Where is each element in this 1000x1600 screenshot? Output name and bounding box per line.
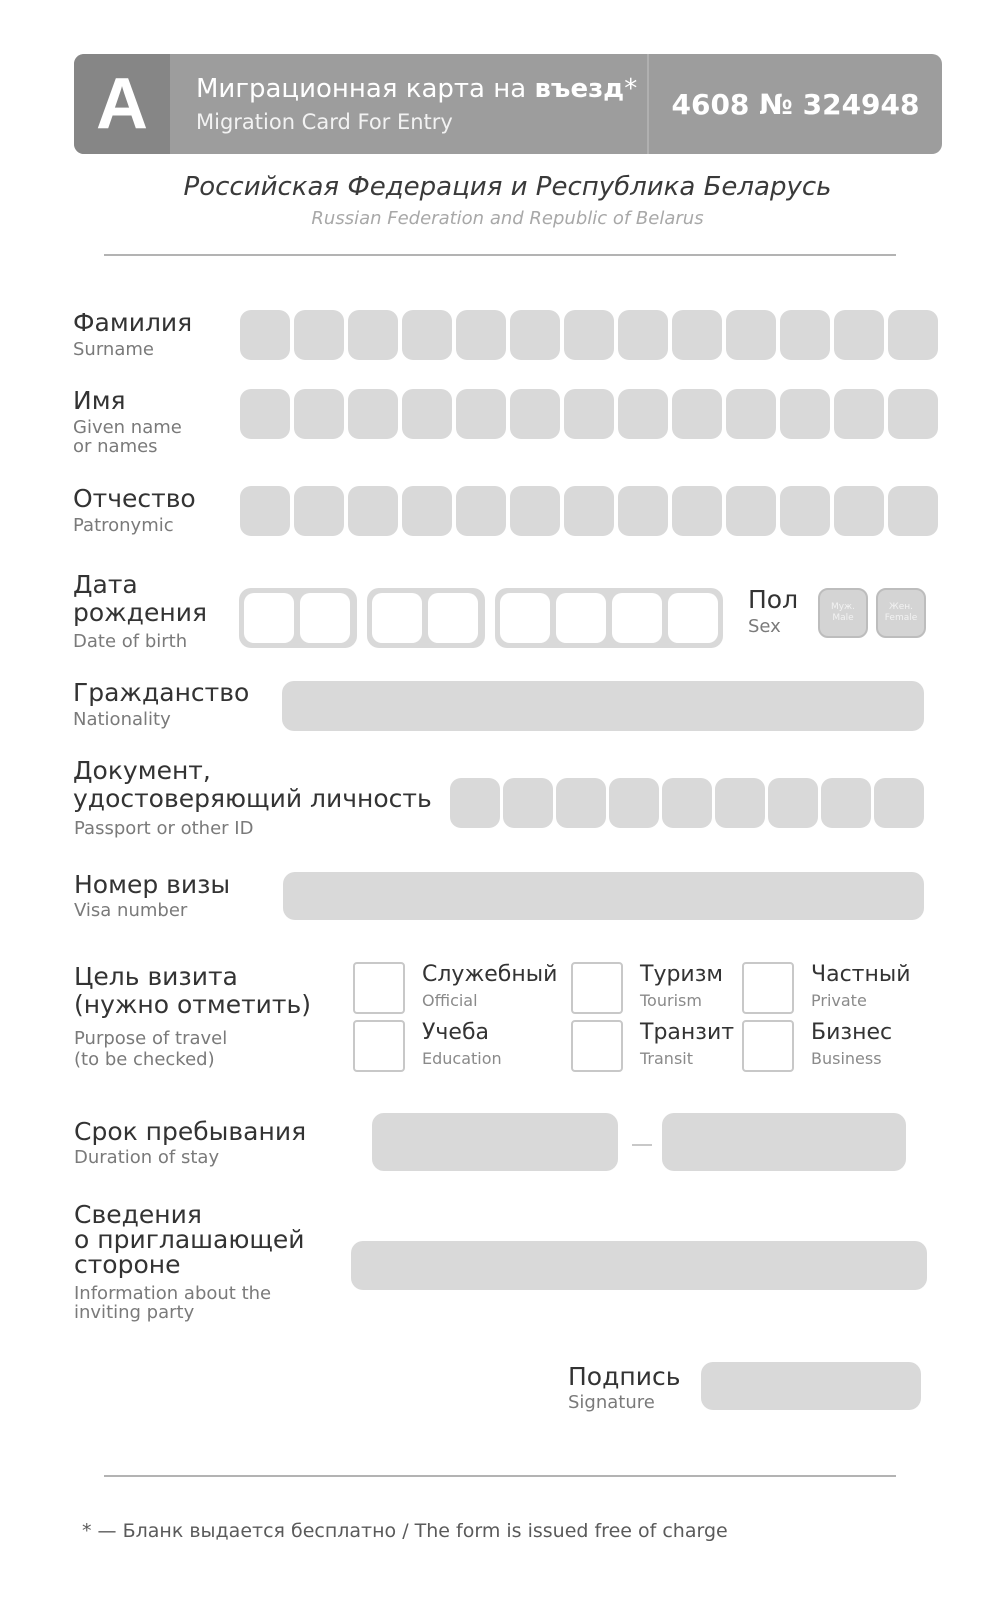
duration-from-input[interactable]: [372, 1113, 618, 1171]
surname-label: Фамилия: [73, 308, 193, 337]
duration-label: Срок пребывания: [74, 1117, 307, 1146]
signature-label-en: Signature: [568, 1392, 655, 1413]
nationality-label-en: Nationality: [73, 709, 171, 730]
sex-label-en: Sex: [748, 616, 781, 637]
purpose-label-2: (нужно отметить): [74, 990, 311, 1019]
duration-label-en: Duration of stay: [74, 1147, 220, 1168]
card-title: Миграционная карта на въезд*: [196, 74, 638, 104]
card-number: 4608 № 324948: [671, 87, 920, 121]
surname-input[interactable]: [240, 310, 938, 360]
signature-label: Подпись: [568, 1362, 681, 1391]
purpose-official-label-en: Official: [422, 991, 478, 1010]
surname-label-en: Surname: [73, 339, 154, 360]
given-name-label-en: Given name: [73, 417, 182, 438]
inviting-label: Сведения: [74, 1200, 202, 1229]
duration-dash: [632, 1144, 652, 1146]
dob-year-input[interactable]: [495, 588, 723, 648]
purpose-transit-checkbox[interactable]: [571, 1020, 623, 1072]
given-name-label-en-2: or names: [73, 436, 158, 457]
purpose-official-checkbox[interactable]: [353, 962, 405, 1014]
purpose-business-label: Бизнес: [811, 1020, 893, 1045]
purpose-tourism-checkbox[interactable]: [571, 962, 623, 1014]
purpose-education-label-en: Education: [422, 1049, 502, 1068]
document-label-en: Passport or other ID: [74, 818, 254, 839]
purpose-label-en-2: (to be checked): [74, 1049, 215, 1070]
document-label: Документ,: [73, 756, 211, 785]
patronymic-label: Отчество: [73, 484, 196, 513]
inviting-label-3: стороне: [74, 1250, 181, 1279]
purpose-business-label-en: Business: [811, 1049, 882, 1068]
given-name-input[interactable]: [240, 389, 938, 439]
signature-input[interactable]: [701, 1362, 921, 1410]
card-subtitle: Migration Card For Entry: [196, 110, 453, 134]
top-divider: [104, 254, 896, 256]
document-input[interactable]: [450, 778, 924, 828]
patronymic-input[interactable]: [240, 486, 938, 536]
purpose-label-en: Purpose of travel: [74, 1028, 228, 1049]
given-name-label: Имя: [73, 386, 126, 415]
inviting-party-input[interactable]: [351, 1241, 927, 1290]
country-title: Российская Федерация и Республика Беларусь: [183, 172, 832, 202]
nationality-label: Гражданство: [73, 678, 250, 707]
dob-label: Дата: [73, 570, 138, 599]
purpose-label: Цель визита: [74, 962, 238, 991]
purpose-transit-label: Транзит: [640, 1020, 735, 1045]
duration-to-input[interactable]: [662, 1113, 906, 1171]
purpose-private-label: Частный: [811, 962, 911, 987]
footer-note: * — Бланк выдается бесплатно / The form is issued free of charge: [82, 1520, 728, 1542]
document-label-2: удостоверяющий личность: [73, 784, 432, 813]
purpose-transit-label-en: Transit: [640, 1049, 693, 1068]
sex-male-checkbox[interactable]: Муж. Male: [818, 588, 868, 638]
inviting-label-en-2: inviting party: [74, 1302, 195, 1323]
card-type-letter: A: [74, 54, 170, 154]
sex-female-checkbox[interactable]: Жен. Female: [876, 588, 926, 638]
inviting-label-en: Information about the: [74, 1283, 272, 1304]
card-header: [74, 54, 942, 154]
purpose-private-checkbox[interactable]: [742, 962, 794, 1014]
purpose-business-checkbox[interactable]: [742, 1020, 794, 1072]
bottom-divider: [104, 1475, 896, 1477]
purpose-private-label-en: Private: [811, 991, 867, 1010]
purpose-tourism-label: Туризм: [640, 962, 724, 987]
purpose-education-checkbox[interactable]: [353, 1020, 405, 1072]
purpose-official-label: Служебный: [422, 962, 558, 987]
patronymic-label-en: Patronymic: [73, 515, 174, 536]
dob-day-input[interactable]: [239, 588, 357, 648]
visa-input[interactable]: [283, 872, 924, 920]
dob-label-2: рождения: [73, 598, 207, 627]
dob-label-en: Date of birth: [73, 631, 188, 652]
nationality-input[interactable]: [282, 681, 924, 731]
sex-label: Пол: [748, 585, 799, 614]
country-title-en: Russian Federation and Republic of Belarus: [311, 208, 704, 229]
purpose-tourism-label-en: Tourism: [640, 991, 702, 1010]
inviting-label-2: о приглашающей: [74, 1225, 305, 1254]
visa-label: Номер визы: [74, 870, 231, 899]
dob-month-input[interactable]: [367, 588, 485, 648]
purpose-education-label: Учеба: [422, 1020, 489, 1045]
visa-label-en: Visa number: [74, 900, 188, 921]
